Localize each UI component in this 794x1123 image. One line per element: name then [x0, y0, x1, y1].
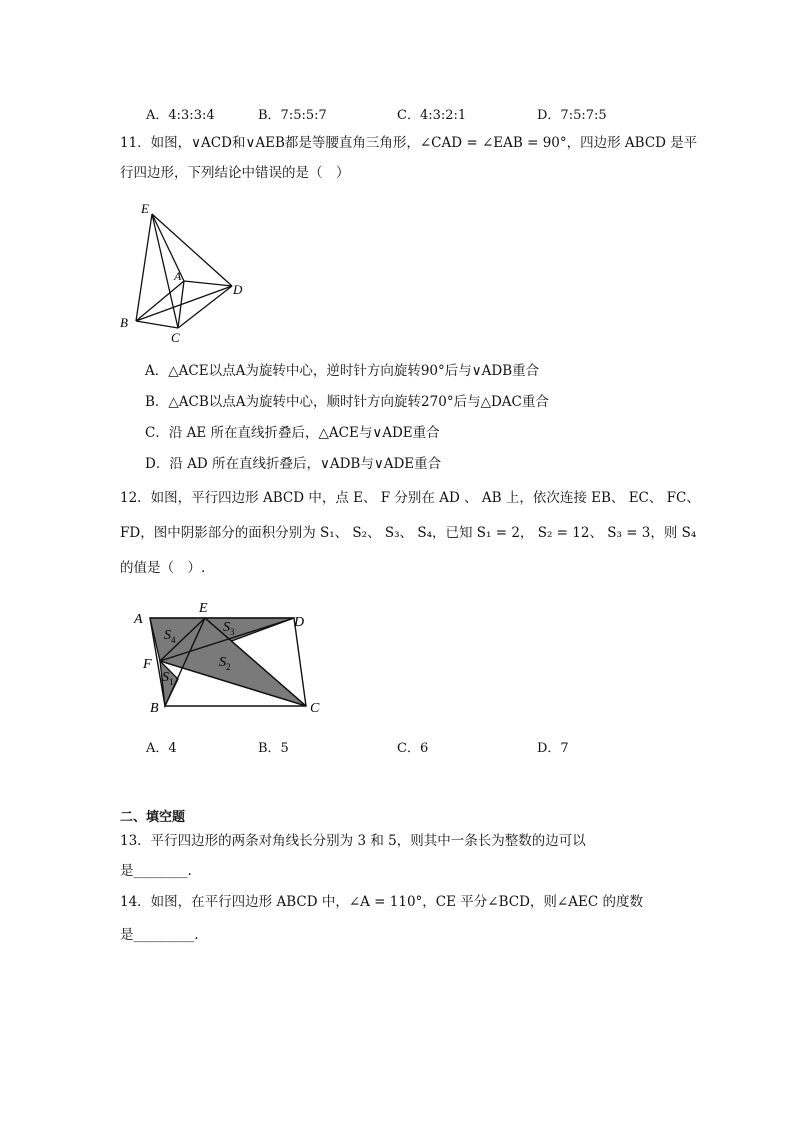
q12-label-s3: $S_3$	[223, 620, 235, 637]
q12-figure	[128, 596, 328, 721]
q11-label-c: C	[171, 330, 180, 345]
q12-stem-line1: 12．如图，平行四边形 ABCD 中，点 E、 F 分别在 AD 、 AB 上，依次连接 EB、 EC、 FC、	[120, 490, 700, 506]
q13-stem-line1: 13．平行四边形的两条对角线长分别为 3 和 5，则其中一条长为整数的边可以	[120, 833, 586, 849]
q11-figure	[112, 198, 257, 346]
q11-stem-line1: 11．如图，∨ACD和∨AEB都是等腰直角三角形，∠CAD = ∠EAB = 90°，四边形 ABCD 是平	[120, 135, 698, 151]
q12-option-c: C．6	[397, 741, 429, 756]
q11-option-b: B．△ACB以点A为旋转中心，顺时针方向旋转270°后与△DAC重合	[145, 394, 549, 410]
q12-option-d: D．7	[537, 741, 569, 756]
q12-option-b: B．5	[258, 741, 289, 756]
q14-stem-line1: 14．如图，在平行四边形 ABCD 中，∠A = 110°，CE 平分∠BCD，则∠AEC 的度数	[120, 894, 643, 910]
q10-option-a: A．4:3:3:4	[146, 108, 215, 123]
q12-label-b: B	[150, 701, 159, 716]
q10-option-d: D．7:5:7:5	[537, 108, 607, 123]
q12-option-a: A．4	[146, 741, 177, 756]
q11-label-b: B	[120, 315, 128, 330]
q14-stem-line2: 是_________.	[120, 927, 199, 943]
q11-option-d: D．沿 AD 所在直线折叠后，∨ADB与∨ADE重合	[145, 456, 442, 472]
q12-label-f: F	[143, 657, 152, 672]
q12-label-s2: $S_2$	[219, 655, 231, 672]
q11-label-a: A	[174, 269, 182, 283]
q11-stem-line2: 行四边形，下列结论中错误的是（ ）	[120, 165, 350, 181]
q10-option-b: B．7:5:5:7	[258, 108, 327, 123]
q12-label-a: A	[134, 612, 143, 627]
q12-label-s1: $S_1$	[162, 670, 174, 687]
q12-label-d: D	[294, 615, 305, 630]
q11-label-e: E	[141, 201, 149, 216]
q13-stem-line2: 是________.	[120, 863, 192, 879]
q11-label-d: D	[233, 282, 243, 297]
q10-option-c: C．4:3:2:1	[397, 108, 467, 123]
q12-label-s4: $S_4$	[164, 628, 176, 645]
q11-option-a: A．△ACE以点A为旋转中心，逆时针方向旋转90°后与∨ADB重合	[145, 363, 540, 379]
q12-stem-line2: FD，图中阴影部分的面积分别为 S₁、 S₂、 S₃、 S₄，已知 S₁ = 2， S₂ = 12、 S₃ = 3，则 S₄	[120, 525, 697, 541]
section-title-fill-in: 二、填空题	[120, 810, 186, 825]
q12-stem-line3: 的值是（ ）.	[120, 560, 206, 576]
q11-option-c: C．沿 AE 所在直线折叠后，△ACE与∨ADE重合	[145, 425, 440, 441]
q12-label-e: E	[199, 601, 208, 616]
q12-label-c: C	[310, 701, 320, 716]
